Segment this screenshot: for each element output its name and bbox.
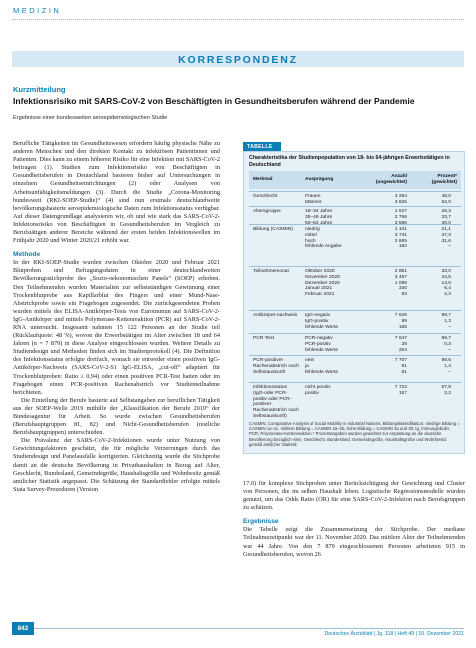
table-cell-auspraegung: fehlende Werte — [305, 347, 339, 353]
table-cell-prozent: 33,0 — [441, 269, 451, 274]
table-cell-prozent: 14,0 — [441, 280, 451, 286]
table-cell-anzahl: 3 625 — [394, 199, 407, 205]
table-cell-prozent: 44,5 — [441, 274, 451, 280]
intro-paragraph: Berufliche Tätigkeiten im Gesundheitswesen erfordern häufig physische Nähe zu anderen Menschen und den direkten Kontakt zu infektiösen Patientinnen und Patienten. Dies kann zu einem höheren Risiko für eine Infektion mit SARS-CoV-2 beitragen (1). Studien zum Infektionsrisiko von Beschäftigten in Gesundheitsberufen in Deutschland basieren bisher auf Untersuchungen in einzelnen Gesundheitseinrichtungen (2) oder Analysen von Arbeitsunfähigkeitsmeldungen (3). Durch die Studie „Corona-Monitoring bundesweit (RKI-SOEP-Studie)“ (4) sind nun erstmals deutschlandweite bevölkerungsbasierte seroepidemiologische Daten zum Infektionsstatus verfügbar. Auf dieser Datengrundlage analysieren wir, ob und wie stark das SARS-CoV-2-Infektionsrisiko von Beschäftigten in Gesundheitsberufen im Vergleich zu Berufstätigen anderer Bereiche während der ersten beiden Infektionswellen im Frühjahr 2020 und Winter 2020/21 erhöht war. — [13, 140, 220, 245]
table-cell-anzahl: 28 — [401, 341, 407, 347]
header-prozent: Prozent* (gewichtet) — [431, 174, 457, 185]
table-cell-prozent: 1,3 — [444, 318, 451, 324]
left-column — [13, 140, 220, 494]
table-cell-auspraegung: 50–64 Jahre — [305, 220, 333, 226]
table-cell-prozent: 2,3 — [444, 292, 451, 298]
table-group — [249, 206, 461, 224]
table-cell-auspraegung: Februar 2021 — [305, 292, 335, 298]
table-cell-anzahl: 99 — [401, 318, 407, 324]
table-cell-auspraegung: hoch — [305, 238, 316, 244]
table-cell-prozent: 98,6 — [441, 358, 451, 363]
table-cell-prozent: 99,7 — [441, 336, 451, 341]
table-cell-anzahl: 91 — [401, 363, 407, 369]
article-title: Infektionsrisiko mit SARS-CoV-2 von Beschäftigten in Gesundheitsberufen während der Pandemie — [13, 96, 415, 106]
table-cell-auspraegung: IgG-negativ — [305, 313, 331, 318]
table-cell-anzahl: 81 — [401, 369, 407, 375]
table-cell-prozent: 47,3 — [441, 232, 451, 238]
table-cell-anzahl: 93 — [401, 292, 407, 298]
table-cell-prozent: – — [448, 347, 451, 353]
table-cell-prozent: 1,4 — [444, 363, 451, 369]
table-footnote: CASMIN, Comparative Analysis of Social Mobility in Industrial Nations, Bildungsklassifikation: niedrige Bildung = CASMIN 1a–1c, mittlere Bildung = CASMIN 2a–2b, hohe Bildung = CASMIN 3a und 3b; Ig, Immunglobulin; PCR, Polymerase-Kettenreaktion * Prozentangaben wurden gewichtet zur Anpassung an die deutsche Bevölkerung bezüglich Alter, Geschlecht, Bundesland, Gemeindegröße, Haushaltsgröße und Wohnbesitz gemäß amtlicher Statistik — [249, 421, 460, 447]
table-cell-anzahl: 7 722 — [394, 385, 407, 390]
table-cell-prozent: 33,7 — [441, 214, 451, 220]
table-cell-anzahl: 3 457 — [394, 274, 407, 280]
table-cell-prozent: 52,0 — [441, 199, 451, 205]
header-anzahl: Anzahl (ungewichtet) — [375, 174, 407, 185]
article-kicker: Kurzmitteilung — [13, 85, 66, 94]
table-group-name: Teilnahmemonat — [253, 269, 289, 274]
table-cell-prozent: – — [448, 244, 451, 250]
table-group — [249, 266, 461, 310]
methods-heading: Methode — [13, 251, 41, 259]
table-cell-auspraegung: niedrig — [305, 227, 320, 232]
right-column — [243, 480, 465, 559]
table-cell-anzahl: 7 625 — [394, 313, 407, 318]
table-cell-auspraegung: November 2020 — [305, 274, 340, 280]
methods-paragraph-3: Die Prävalenz der SARS-CoV-2-Infektionen wurde unter Nutzung von Gewichtungsfaktoren geschätzt, die für mögliche Verzerrungen durch das Studiendesign und Panelausfälle korrigierten. Gleichzeitig wurde die Stichprobe damit an die deutsche Bevölkerung in Privathaushalten in Bezug auf Alter, Geschlecht, Bundesland, Gemeindegröße, Haushaltsgröße und Wohnbesitz gemäß amtlicher Statistik angepasst. Die Schätzung der Standardfehler erfolgte mittels Stata Survey-Prozeduren (Version — [13, 437, 220, 493]
footer-divider — [34, 628, 464, 629]
table-group-name: Antikörper-nachweis — [253, 313, 298, 318]
table-cell-auspraegung: fehlende Angabe — [305, 244, 342, 250]
table-cell-auspraegung: IgG-positiv — [305, 318, 329, 324]
table-cell-anzahl: 1 527 — [394, 209, 407, 214]
table-cell-anzahl: 157 — [398, 390, 407, 396]
table-cell-anzahl: 204 — [398, 347, 407, 353]
table-cell-anzahl: 155 — [398, 324, 407, 330]
table-group-name: Infektionsstatus (IgG-oder PCR-positiv oder PCR-positiver Rachenabstrich nach Selbstauskunft) — [253, 385, 299, 419]
table-group-name: Geschlecht — [253, 194, 278, 199]
table-group — [249, 382, 461, 419]
table-cell-anzahl: 340 — [398, 286, 407, 292]
table-cell-anzahl: 2 865 — [394, 238, 407, 244]
table-tab-label: TABELLE — [243, 142, 281, 151]
methods-paragraph-2: Die Einteilung der Berufe basierte auf Selbstangaben zur beruflichen Tätigkeit aus der SOEP-Welle 2019 mithilfe der „Klassifikation der Berufe 2010“ der Bundesagentur für Arbeit. So wurde zwischen Gesundheitsberufen (Berufshauptgruppen 81, 82) und Nicht-Gesundheitsberufen (restliche Berufshauptgruppen) unterschieden. — [13, 396, 220, 437]
table-cell-auspraegung: fehlende Werte — [305, 369, 339, 375]
table-cell-anzahl: 3 731 — [394, 232, 407, 238]
table-cell-prozent: 2,2 — [444, 390, 451, 396]
header-auspraegung: Ausprägung — [305, 177, 334, 182]
table-cell-auspraegung: Frauen — [305, 194, 321, 199]
table-cell-prozent: 48,0 — [441, 194, 451, 199]
right-paragraph-1: 17.0) für komplexe Stichproben unter Berücksichtigung der Gewichtung und Cluster von Personen, die im selben Haushalt leben. Logistische Regressionsmodelle wurden genutzt, um das Odds Ratio (OR) für eine SARS-CoV-2-Infektion nach Berufsgruppen zu schätzen. — [243, 480, 465, 512]
table-cell-auspraegung: positiv — [305, 390, 319, 396]
table-group — [249, 333, 461, 355]
table-cell-anzahl: 1 098 — [394, 280, 407, 286]
rubric-title: KORRESPONDENZ — [178, 54, 298, 66]
table-group — [249, 191, 461, 206]
table-cell-auspraegung: Männer — [305, 199, 322, 205]
table-group-name: Bildung (CASMIN) — [253, 227, 293, 232]
article-deck: Ergebnisse einer bundesweiten seroepidemiologischen Studie — [13, 115, 168, 121]
table-cell-prozent: 21,1 — [441, 227, 451, 232]
page-number: 842 — [12, 622, 34, 635]
table-cell-prozent: 31,6 — [441, 238, 451, 244]
table-cell-auspraegung: PCR-positiv — [305, 341, 331, 347]
table-cell-auspraegung: mittel — [305, 232, 317, 238]
table-cell-anzahl: 4 254 — [394, 194, 407, 199]
table-group-name: Altersgruppe — [253, 209, 281, 214]
table-cell-anzahl: 2 766 — [394, 214, 407, 220]
top-divider — [12, 19, 464, 20]
table-cell-auspraegung: 18–34 Jahre — [305, 209, 333, 214]
table-cell-prozent: 98,7 — [441, 313, 451, 318]
table-header-row — [249, 171, 461, 189]
table-cell-auspraegung: Oktober 2020 — [305, 269, 335, 274]
table-cell-auspraegung: Januar 2021 — [305, 286, 333, 292]
table-cell-anzahl: 1 101 — [394, 227, 407, 232]
table-group — [249, 310, 461, 333]
section-label: MEDIZIN — [13, 6, 62, 15]
table-cell-prozent: 0,3 — [444, 341, 451, 347]
table-cell-prozent: 6,4 — [444, 286, 451, 292]
journal-info: Deutsches Ärzteblatt | Jg. 118 | Heft 49 | 10. Dezember 2021 — [324, 631, 464, 637]
table-cell-auspraegung: nein — [305, 358, 315, 363]
table-cell-prozent: 26,3 — [441, 209, 451, 214]
table-cell-auspraegung: 35–49 Jahre — [305, 214, 333, 220]
table-group-name: PCR-Test — [253, 336, 274, 341]
table-cell-anzahl: 7 647 — [394, 336, 407, 341]
table-cell-anzahl: 3 586 — [394, 220, 407, 226]
results-heading: Ergebnisse — [243, 518, 279, 526]
table-cell-auspraegung: ja — [305, 363, 309, 369]
results-paragraph-1: Die Tabelle zeigt die Zusammensetzung der Stichprobe. Der mediane Teilnahmezeitpunkt war der 11. November 2020. Das mittlere Alter der Teilnehmenden war 44 Jahre. Von den 7 879 eingeschlossenen Personen arbeiteten 915 in Gesundheitsberufen, wovon 26 — [243, 526, 465, 558]
table-cell-prozent: – — [448, 369, 451, 375]
table-cell-auspraegung: PCR-negativ — [305, 336, 333, 341]
table-group-name: PCR-positiver Rachenabstrich nach Selbstauskunft — [253, 358, 299, 375]
table-cell-anzahl: 182 — [398, 244, 407, 250]
methods-paragraph-1: In der RKI-SOEP-Studie wurden zwischen Oktober 2020 und Februar 2021 Blutproben und Befragungsdaten in einer deutschlandweiten Bevölkerungsstichprobe des „Sozio-oekonomischen Panels“ (SOEP) erhoben. Den Teilnehmenden wurden Materialien zur selbstständigen Gewinnung einer Trockenblutprobe aus Kapillarblut des Fingers und einer Mund-Nase-Abstrichprobe sowie ein Fragebogen zugesendet. Die zurückgesendeten Proben wurden mittels des ELISA-Antikörper-Tests von Euroimmun auf SARS-CoV-2-IgG-Antikörper und mittels Polymerase-Kettenreaktion (PCR) auf SARS-CoV-2-RNA untersucht. Insgesamt nahmen 15 122 Personen an der Studie teil (Rücklaufquote: 48 %), wovon die Erwerbstätigen im Alter zwischen 18 und 64 Jahren (n = 7 879) in diese Analyse eingeschlossen wurden. Weitere Details zu Studiendesign und Methoden finden sich im Studienprotokoll (4). Die Definition des Infektionsstatus erfolgte dreifach, wonach sie entweder einen positiven IgG-Antikörper-Nachweis (SARS-CoV-2-S1 IgG-ELISA, „cut-off“ adaptiert für Trockenblutproben: Ratio ≥ 0,94) oder einen positiven PCR-Test hatten oder im Fragebogen einen PCR-positiven Rachenabstrich vor Studienteilnahme berichteten. — [13, 259, 220, 396]
table-cell-auspraegung: nicht positiv — [305, 385, 331, 390]
table-group — [249, 224, 461, 266]
table-cell-prozent: – — [448, 324, 451, 330]
header-merkmal: Merkmal — [253, 177, 273, 182]
table-cell-anzahl: 7 707 — [394, 358, 407, 363]
table-cell-prozent: 40,0 — [441, 220, 451, 226]
table-cell-auspraegung: fehlende Werte — [305, 324, 339, 330]
table-cell-prozent: 97,8 — [441, 385, 451, 390]
table-cell-auspraegung: Dezember 2020 — [305, 280, 340, 286]
table-caption: Charakteristika der Studienpopulation von 18- bis 64-jährigen Erwerbstätigen in Deutschland — [249, 155, 450, 168]
table-group — [249, 355, 461, 382]
table-cell-anzahl: 2 851 — [394, 269, 407, 274]
